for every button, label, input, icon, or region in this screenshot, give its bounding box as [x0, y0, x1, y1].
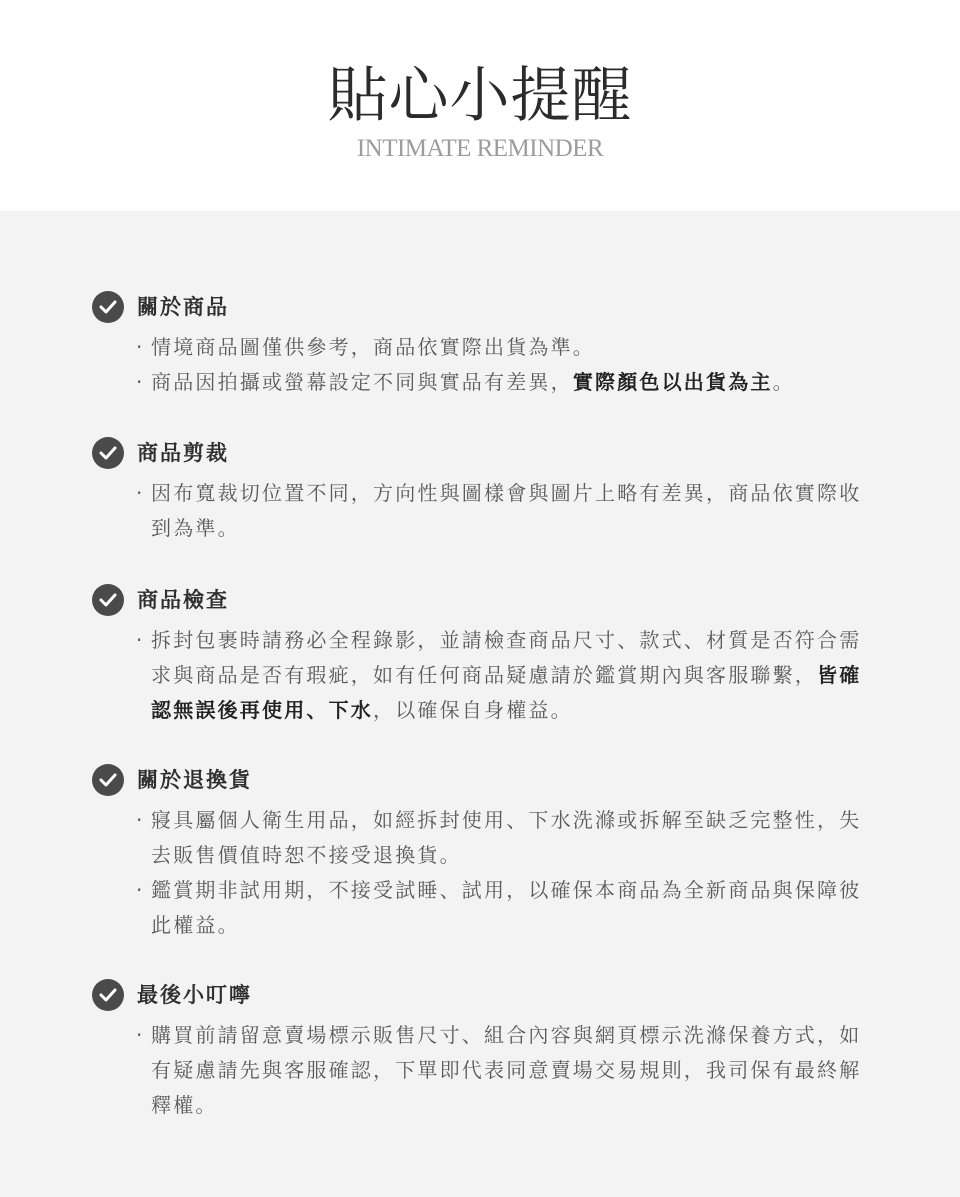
item-text: 情境商品圖僅供參考，商品依實際出貨為準。 — [151, 335, 595, 359]
check-circle-icon — [92, 979, 124, 1011]
section-title: 關於退換貨 — [137, 768, 252, 792]
bullet: · — [136, 370, 145, 394]
section-inspection — [92, 583, 882, 728]
bullet: · — [136, 481, 145, 505]
bullet: · — [136, 878, 145, 902]
list-item — [136, 330, 882, 365]
item-emphasis: 實際顏色以出貨為主 — [572, 370, 773, 394]
item-text: 寢具屬個人衛生用品，如經拆封使用、下水洗滌或拆解至缺乏完整性，失去販售價值時恕不接受退換貨。 — [151, 808, 862, 867]
check-circle-icon — [92, 437, 124, 469]
section-title: 商品剪裁 — [137, 441, 229, 465]
bullet: · — [136, 1023, 145, 1047]
page-subtitle: INTIMATE REMINDER — [356, 135, 604, 162]
list-item — [136, 623, 882, 728]
bullet: · — [136, 335, 145, 359]
item-text: 購買前請留意賣場標示販售尺寸、組合內容與網頁標示洗滌保養方式，如有疑慮請先與客服確認，下單即代表同意賣場交易規則，我司保有最終解釋權。 — [151, 1023, 862, 1117]
list-item — [136, 365, 882, 400]
section-title: 最後小叮嚀 — [137, 983, 252, 1007]
section-cutting — [92, 436, 882, 546]
reminder-panel — [0, 211, 960, 1197]
item-text: 因布寬裁切位置不同，方向性與圖樣會與圖片上略有差異，商品依實際收到為準。 — [151, 481, 862, 540]
item-text: 鑑賞期非試用期，不接受試睡、試用，以確保本商品為全新商品與保障彼此權益。 — [151, 878, 862, 937]
section-header — [92, 290, 882, 324]
section-about-product — [92, 290, 882, 400]
section-title: 關於商品 — [137, 295, 229, 319]
check-circle-icon — [92, 291, 124, 323]
section-title: 商品檢查 — [137, 588, 229, 612]
page-title: 貼心小提醒 — [327, 61, 633, 131]
list-item — [136, 476, 882, 546]
item-emphasis: 皆確認無誤後再使用、下水 — [151, 663, 862, 722]
section-returns — [92, 763, 882, 943]
section-header — [92, 763, 882, 797]
bullet: · — [136, 628, 145, 652]
item-text: 拆封包裹時請務必全程錄影，並請檢查商品尺寸、款式、材質是否符合需求與商品是否有瑕疵，如有任何商品疑慮請於鑑賞期內與客服聯繫， — [151, 628, 862, 687]
header — [0, 0, 960, 211]
list-item — [136, 803, 882, 873]
list-item — [136, 1018, 882, 1123]
item-text: 商品因拍攝或螢幕設定不同與實品有差異， — [151, 370, 573, 394]
check-circle-icon — [92, 764, 124, 796]
bullet: · — [136, 808, 145, 832]
section-header — [92, 978, 882, 1012]
section-header — [92, 583, 882, 617]
section-final-notes — [92, 978, 882, 1123]
section-header — [92, 436, 882, 470]
item-tail: 。 — [772, 370, 795, 394]
check-circle-icon — [92, 584, 124, 616]
item-tail: ，以確保自身權益。 — [373, 698, 573, 722]
list-item — [136, 873, 882, 943]
